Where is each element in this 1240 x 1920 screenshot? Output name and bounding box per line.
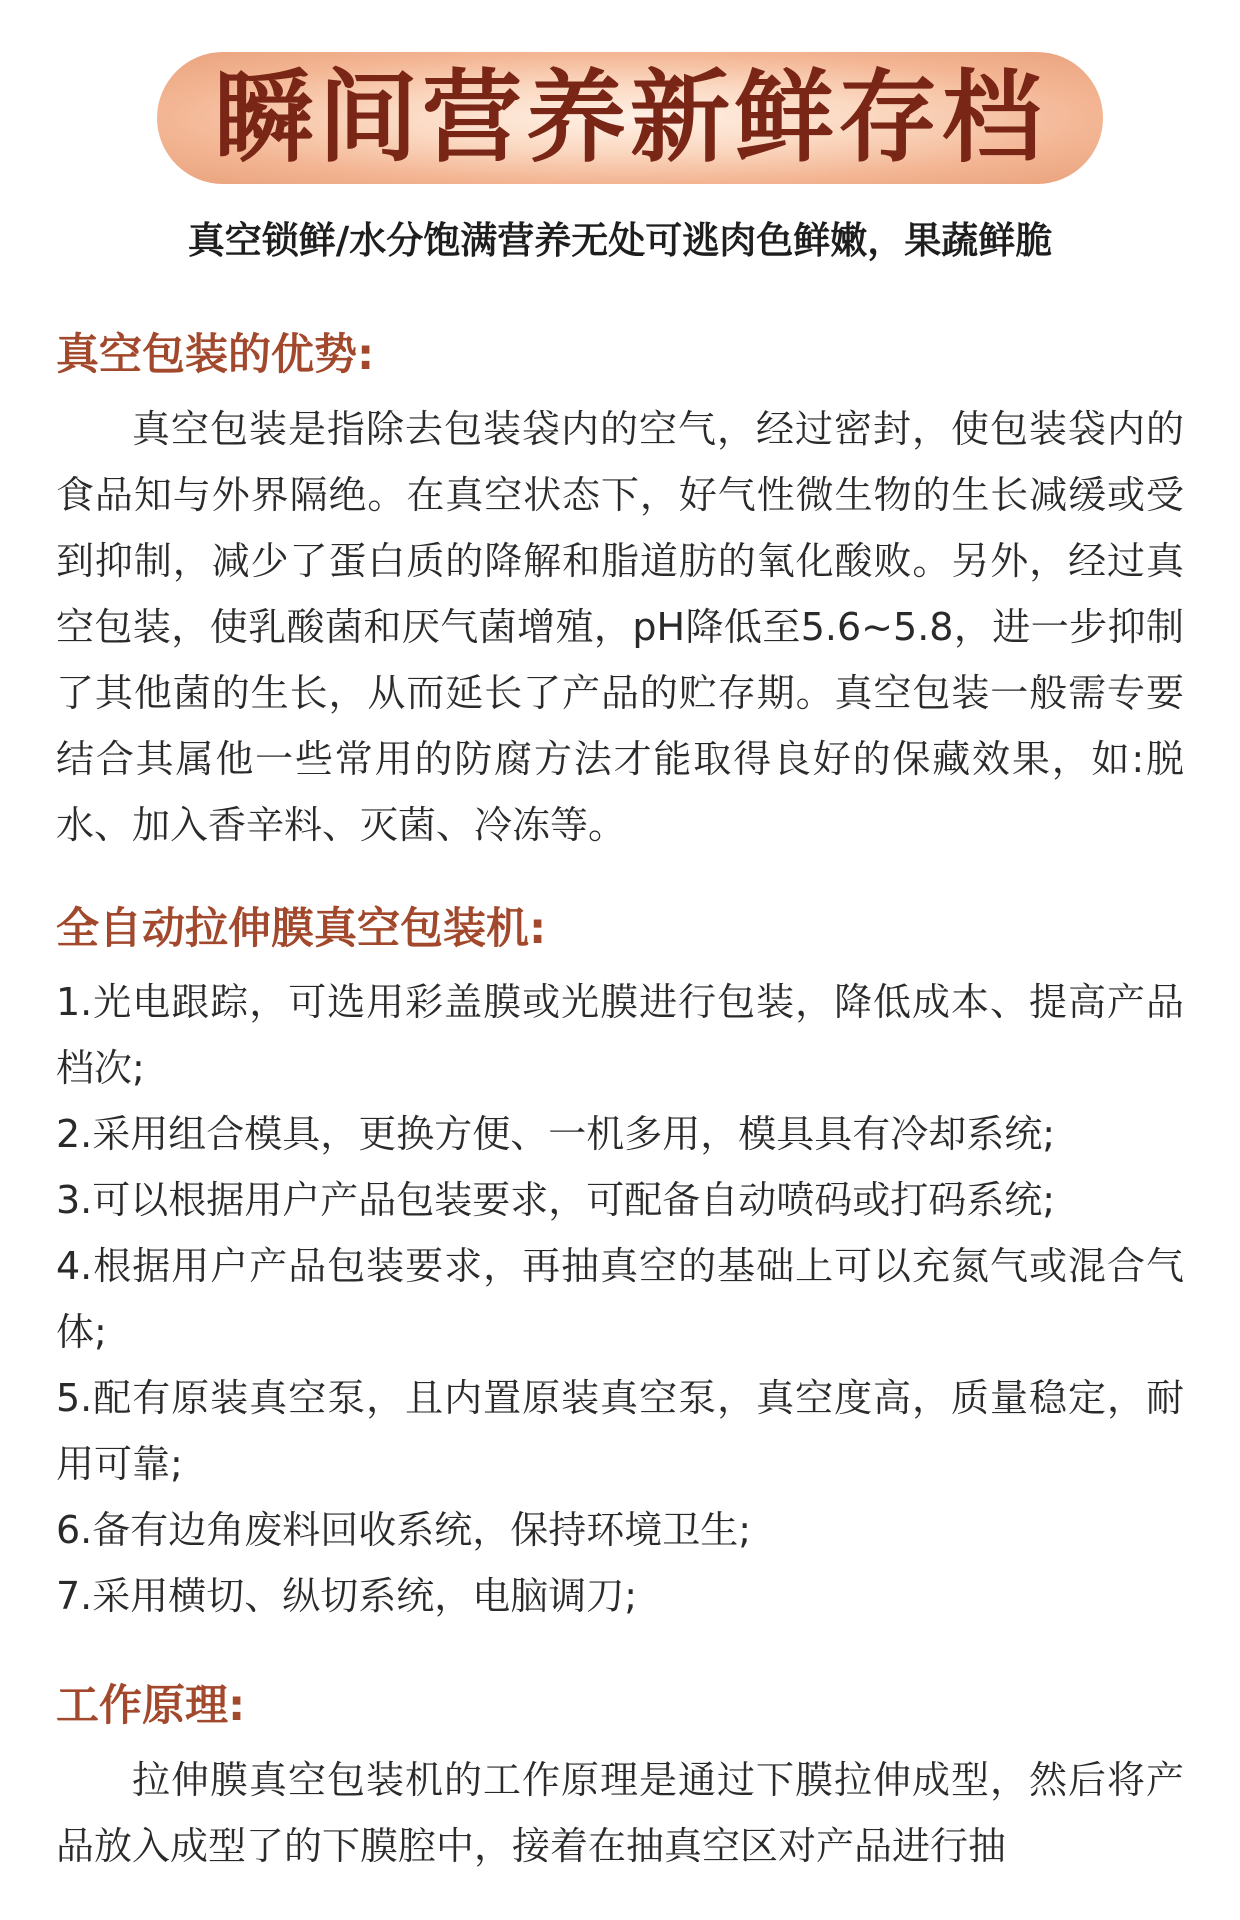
section-title-machine: 全自动拉伸膜真空包装机:: [56, 903, 547, 954]
list-item: 7.采用横切、纵切系统，电脑调刀;: [56, 1574, 638, 1619]
page-title: 瞬间营养新鲜存档: [214, 59, 1046, 176]
list-item: 4.根据用户产品包装要求，再抽真空的基础上可以充氮气或混合气体;: [56, 1244, 1184, 1355]
section-machine-features: [56, 904, 1184, 1630]
list-item: 3.可以根据用户产品包装要求，可配备自动喷码或打码系统;: [56, 1178, 1056, 1223]
title-banner: [157, 52, 1103, 184]
article-content: [56, 330, 1184, 1879]
list-item: 5.配有原装真空泵，且内置原装真空泵，真空度高，质量稳定，耐用可靠;: [56, 1376, 1184, 1487]
section-working-principle: [56, 1681, 1184, 1879]
section-advantages: [56, 330, 1184, 858]
feature-list: [56, 969, 1184, 1629]
list-item: 6.备有边角废料回收系统，保持环境卫生;: [56, 1508, 752, 1553]
section-title-advantages: 真空包装的优势:: [56, 330, 375, 380]
list-item: 2.采用组合模具，更换方便、一机多用，模具具有冷却系统;: [56, 1112, 1056, 1157]
principle-paragraph: 拉伸膜真空包装机的工作原理是通过下膜拉伸成型，然后将产品放入成型了的下膜腔中，接着在抽真空区对产品进行抽: [56, 1757, 1184, 1868]
list-item: 1.光电跟踪，可选用彩盖膜或光膜进行包装，降低成本、提高产品档次;: [56, 980, 1184, 1091]
advantages-paragraph: 真空包装是指除去包装袋内的空气，经过密封，使包装袋内的食品知与外界隔绝。在真空状态下，好气性微生物的生长减缓或受到抑制，减少了蛋白质的降解和脂道肪的氧化酸败。另外，经过真空包装，使乳酸菌和厌气菌增殖，pH降低至5.6~5.8，进一步抑制了其他菌的生长，从而延长了产品的贮存期。真空包装一般需专要结合其属他一些常用的防腐方法才能取得良好的保藏效果，如:脱水、加入香辛料、灭菌、冷冻等。: [56, 406, 1184, 847]
section-title-principle: 工作原理:: [56, 1681, 246, 1732]
page-subtitle: 真空锁鲜/水分饱满营养无处可逃肉色鲜嫩，果蔬鲜脆: [187, 219, 1053, 262]
